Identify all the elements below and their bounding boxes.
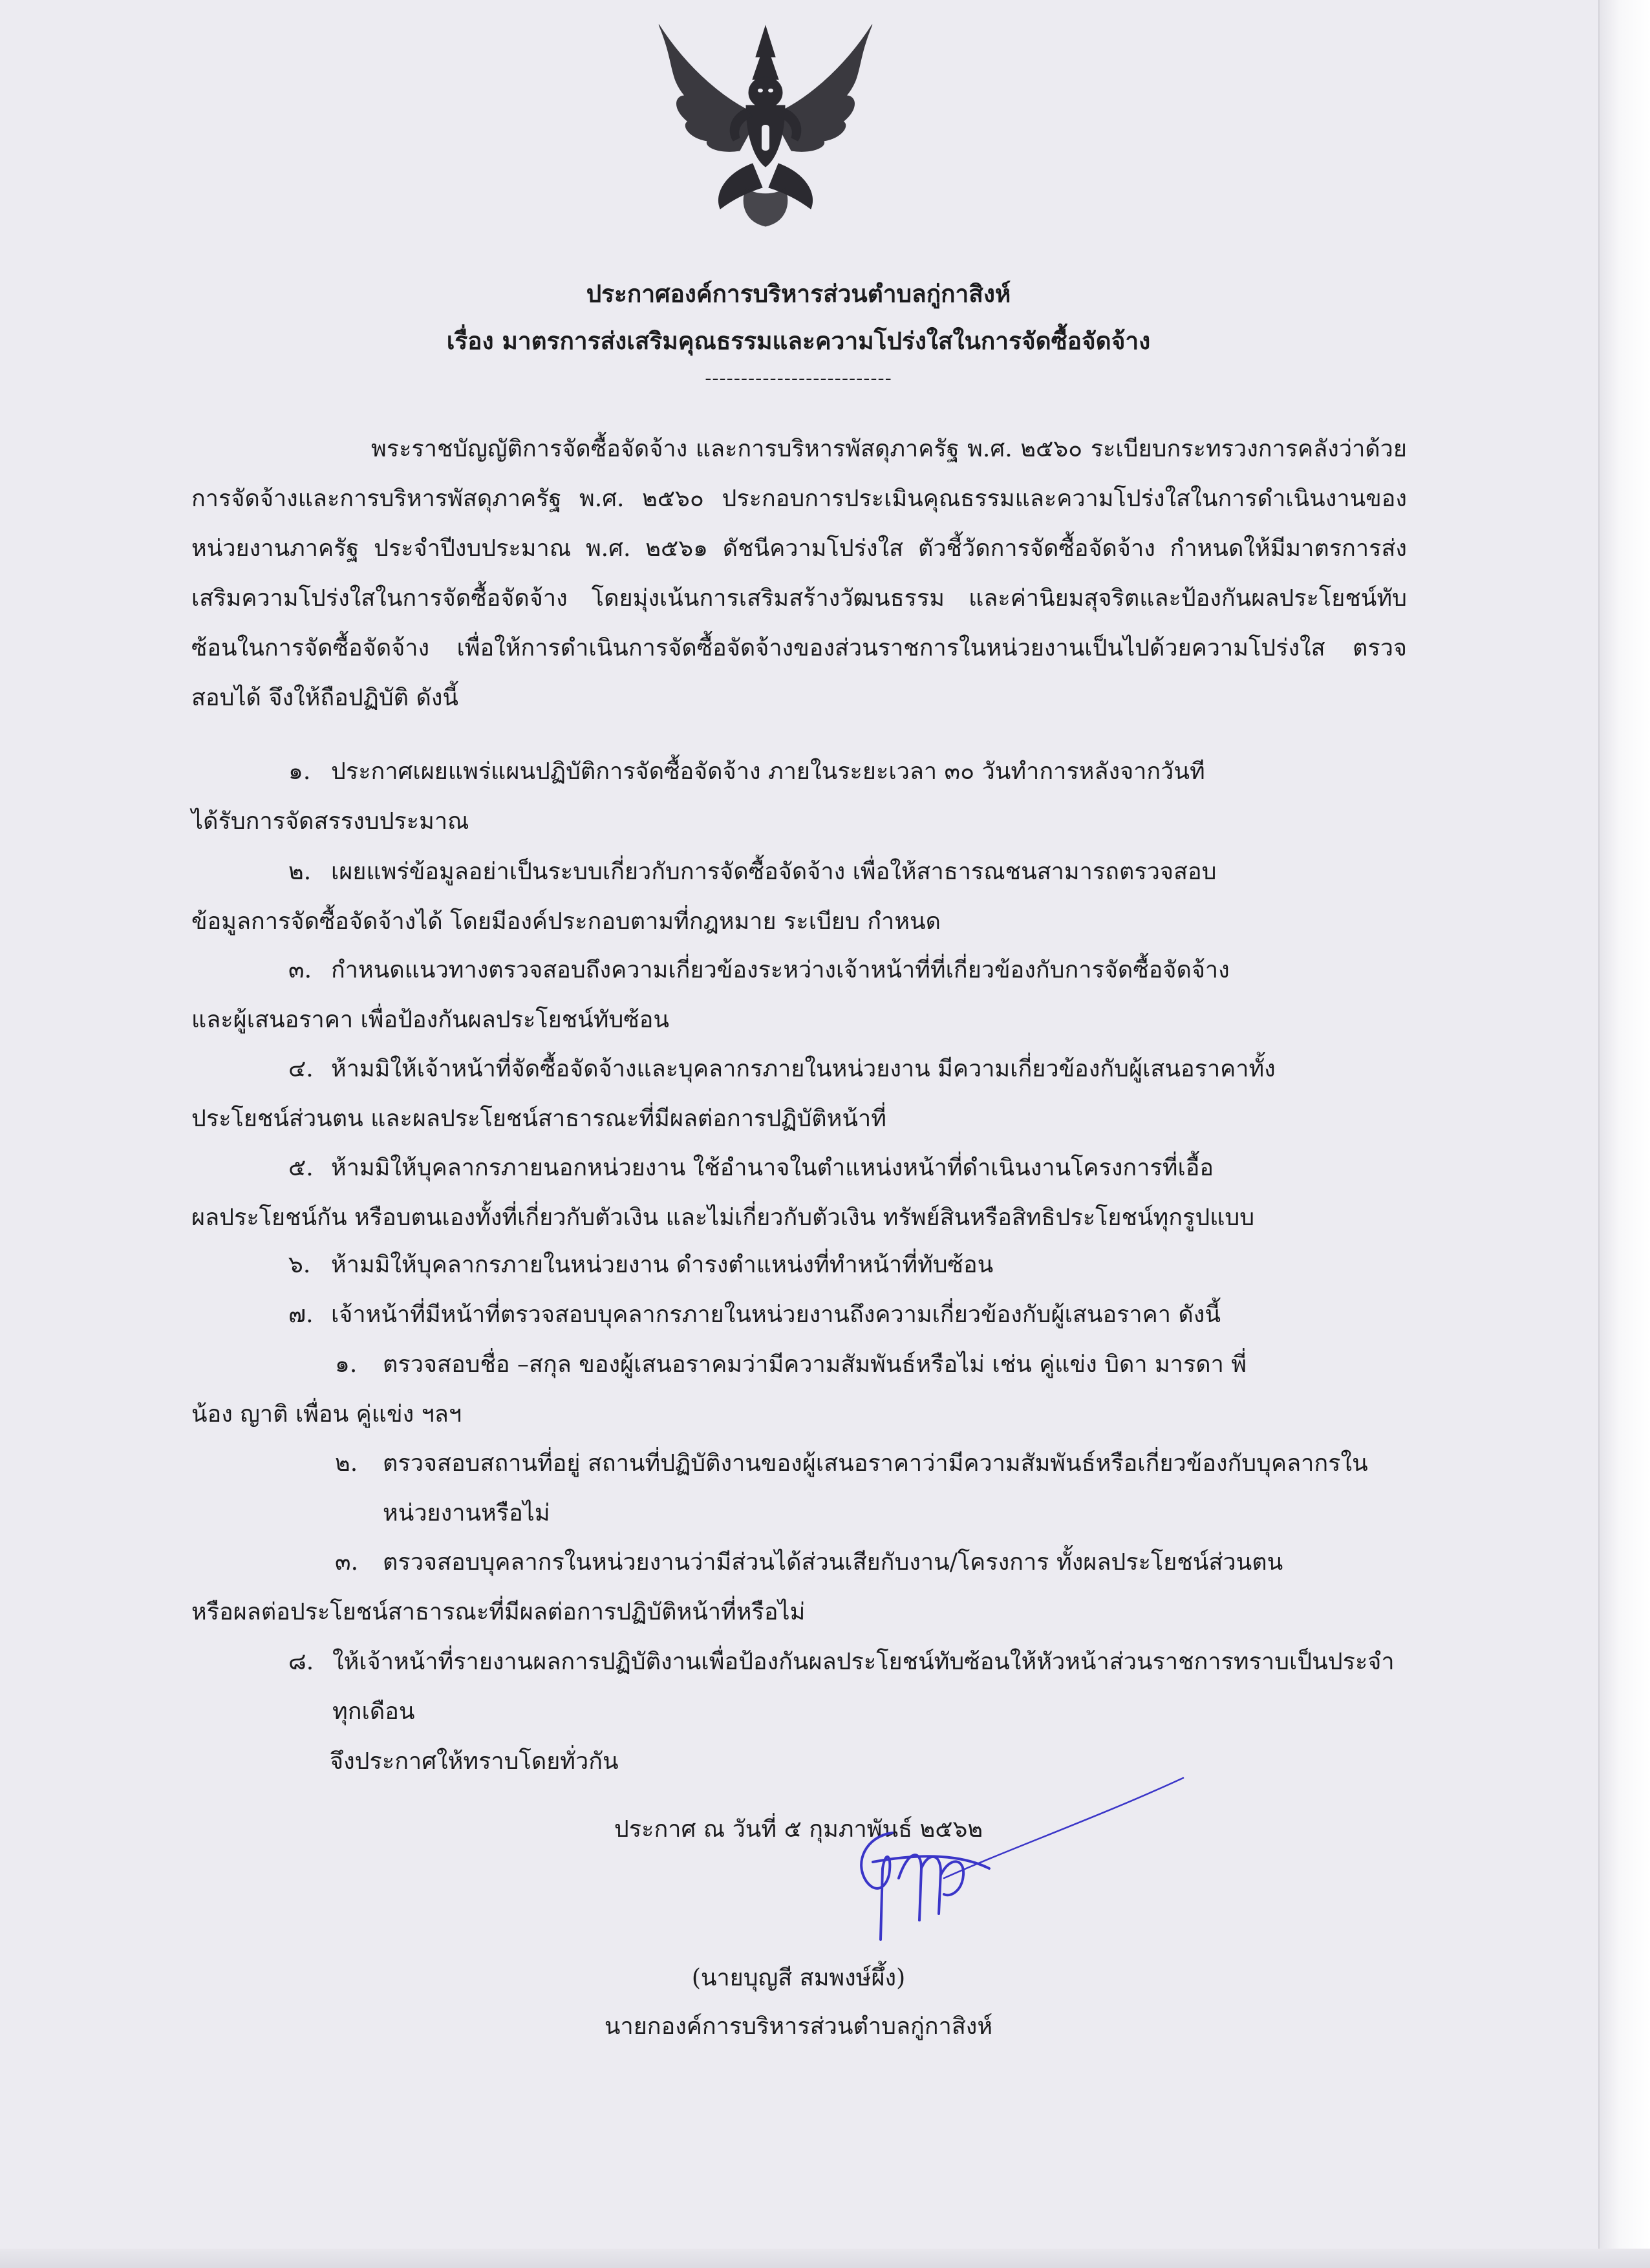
list-item [191, 1240, 1407, 1290]
paper-bottom-edge [0, 2249, 1650, 2268]
item-text-continuation: ทุกเดือน [332, 1698, 415, 1725]
sub-item-text-continuation: หน่วยงานหรือไม่ [383, 1500, 550, 1526]
item-number: ๒. [288, 859, 312, 885]
title-divider: -------------------------- [705, 367, 892, 390]
signatory-position: นายกองค์การบริหารส่วนตำบลกู่กาสิงห์ [604, 2013, 993, 2040]
list-item [191, 1143, 1407, 1243]
paper-edge [1598, 0, 1650, 2268]
list-item [191, 747, 1407, 846]
sub-item-number: ๒. [335, 1450, 358, 1477]
item-text-continuation: ได้รับการจัดสรรงบประมาณ [191, 808, 469, 835]
signatory-name: (นายบุญสี สมพงษ์ผึ้ง) [691, 1965, 906, 1991]
item-text: ห้ามมิให้บุคลากรภายในหน่วยงาน ดำรงตำแหน่งที่ทำหน้าที่ทับซ้อน [331, 1252, 994, 1278]
list-item [191, 1290, 1407, 1340]
sub-list-item [191, 1537, 1407, 1637]
item-number: ๓. [288, 957, 312, 983]
item-text-continuation: ข้อมูลการจัดซื้อจัดจ้างได้ โดยมีองค์ประกอบตามที่กฎหมาย ระเบียบ กำหนด [191, 908, 941, 935]
item-text: ห้ามมิให้บุคลากรภายนอกหน่วยงาน ใช้อำนาจในตำแหน่งหน้าที่ดำเนินงานโครงการที่เอื้อ [331, 1155, 1214, 1181]
document-subject: เรื่อง มาตรการส่งเสริมคุณธรรมและความโปร่งใสในการจัดซื้อจัดจ้าง [446, 327, 1151, 355]
item-text: เผยแพร่ข้อมูลอย่าเป็นระบบเกี่ยวกับการจัดซื้อจัดจ้าง เพื่อให้สาธารณชนสามารถตรวจสอบ [331, 859, 1217, 885]
item-text: เจ้าหน้าที่มีหน้าที่ตรวจสอบบุคลากรภายในหน่วยงานถึงความเกี่ยวข้องกับผู้เสนอราคา ดังนี้ [331, 1301, 1221, 1328]
item-number: ๘. [288, 1649, 314, 1675]
item-number: ๕. [288, 1155, 314, 1181]
list-item [191, 1637, 1407, 1737]
sub-item-text-continuation: น้อง ญาติ เพื่อน คู่แข่ง ฯลฯ [191, 1401, 462, 1428]
sub-item-text-continuation: หรือผลต่อประโยชน์สาธารณะที่มีผลต่อการปฏิบัติหน้าที่หรือไม่ [191, 1599, 806, 1625]
closing-statement: จึงประกาศให้ทราบโดยทั่วกัน [330, 1748, 619, 1775]
item-text: ห้ามมิให้เจ้าหน้าที่จัดซื้อจัดจ้างและบุคลากรภายในหน่วยงาน มีความเกี่ยวข้องกับผู้เสนอราคาทั้ง [331, 1056, 1276, 1082]
garuda-emblem-icon [649, 18, 882, 231]
preamble-paragraph: พระราชบัญญัติการจัดซื้อจัดจ้าง และการบริหารพัสดุภาครัฐ พ.ศ. ๒๕๖๐ ระเบียบกระทรวงการคลังว่าด้วยการจัดจ้างและการบริหารพัสดุภาครัฐ พ.ศ. ๒๕๖๐ ประกอบการประเมินคุณธรรมและความโปร่งใสในการดำเนินงานของหน่วยงานภาครัฐ ประจำปีงบประมาณ พ.ศ. ๒๕๖๑ ดัชนีความโปร่งใส ตัวชี้วัดการจัดซื้อจัดจ้าง กำหนดให้มีมาตรการส่งเสริมความโปร่งใสในการจัดซื้อจัดจ้าง โดยมุ่งเน้นการเสริมสร้างวัฒนธรรม และค่านิยมสุจริตและป้องกันผลประโยชน์ทับซ้อนในการจัดซื้อจัดจ้าง เพื่อให้การดำเนินการจัดซื้อจัดจ้างของส่วนราชการในหน่วยงานเป็นไปด้วยความโปร่งใส ตรวจสอบได้ จึงให้ถือปฏิบัติ ดังนี้ [191, 436, 1407, 711]
sub-item-text: ตรวจสอบสถานที่อยู่ สถานที่ปฏิบัติงานของผู้เสนอราคาว่ามีความสัมพันธ์หรือเกี่ยวข้องกับบุคลากรใน [383, 1450, 1368, 1477]
item-number: ๗. [288, 1301, 314, 1328]
sub-item-number: ๑. [335, 1351, 358, 1378]
item-number: ๔. [288, 1056, 314, 1082]
item-text: ประกาศเผยแพร่แผนปฏิบัติการจัดซื้อจัดจ้าง ภายในระยะเวลา ๓๐ วันทำการหลังจากวันที [331, 758, 1205, 785]
list-item [191, 847, 1407, 947]
announcement-date: ประกาศ ณ วันที่ ๕ กุมภาพันธ์ ๒๕๖๒ [614, 1816, 983, 1843]
sub-item-text: ตรวจสอบชื่อ –สกุล ของผู้เสนอราคมว่ามีความสัมพันธ์หรือไม่ เช่น คู่แข่ง บิดา มารดา พี่ [383, 1351, 1247, 1378]
item-text-continuation: ประโยชน์ส่วนตน และผลประโยชน์สาธารณะที่มีผลต่อการปฏิบัติหน้าที่ [191, 1106, 886, 1132]
list-item [191, 945, 1407, 1045]
item-text: กำหนดแนวทางตรวจสอบถึงความเกี่ยวข้องระหว่างเจ้าหน้าที่ที่เกี่ยวข้องกับการจัดซื้อจัดจ้าง [331, 957, 1230, 983]
item-text-continuation: ผลประโยชน์กัน หรือบตนเองทั้งที่เกี่ยวกับตัวเงิน และไม่เกี่ยวกับตัวเงิน ทรัพย์สินหรือสิทธิประโยชน์ทุกรูปแบบ [191, 1204, 1255, 1231]
handwritten-signature [795, 1771, 1209, 1952]
item-text: ให้เจ้าหน้าที่รายงานผลการปฏิบัติงานเพื่อป้องกันผลประโยชน์ทับซ้อนให้หัวหน้าส่วนราชการทราบเป็นประจำ [332, 1649, 1395, 1675]
sub-list-item [191, 1439, 1407, 1538]
sub-item-text: ตรวจสอบบุคลากรในหน่วยงานว่ามีส่วนได้ส่วนเสียกับงาน/โครงการ ทั้งผลประโยชน์ส่วนตน [383, 1549, 1283, 1576]
item-number: ๑. [288, 758, 311, 785]
document-title: ประกาศองค์การบริหารส่วนตำบลกู่กาสิงห์ [586, 280, 1011, 308]
item-number: ๖. [288, 1252, 311, 1278]
sub-list-item [191, 1340, 1407, 1439]
item-text-continuation: และผู้เสนอราคา เพื่อป้องกันผลประโยชน์ทับซ้อน [191, 1007, 670, 1033]
sub-item-number: ๓. [335, 1549, 359, 1576]
list-item [191, 1044, 1407, 1144]
